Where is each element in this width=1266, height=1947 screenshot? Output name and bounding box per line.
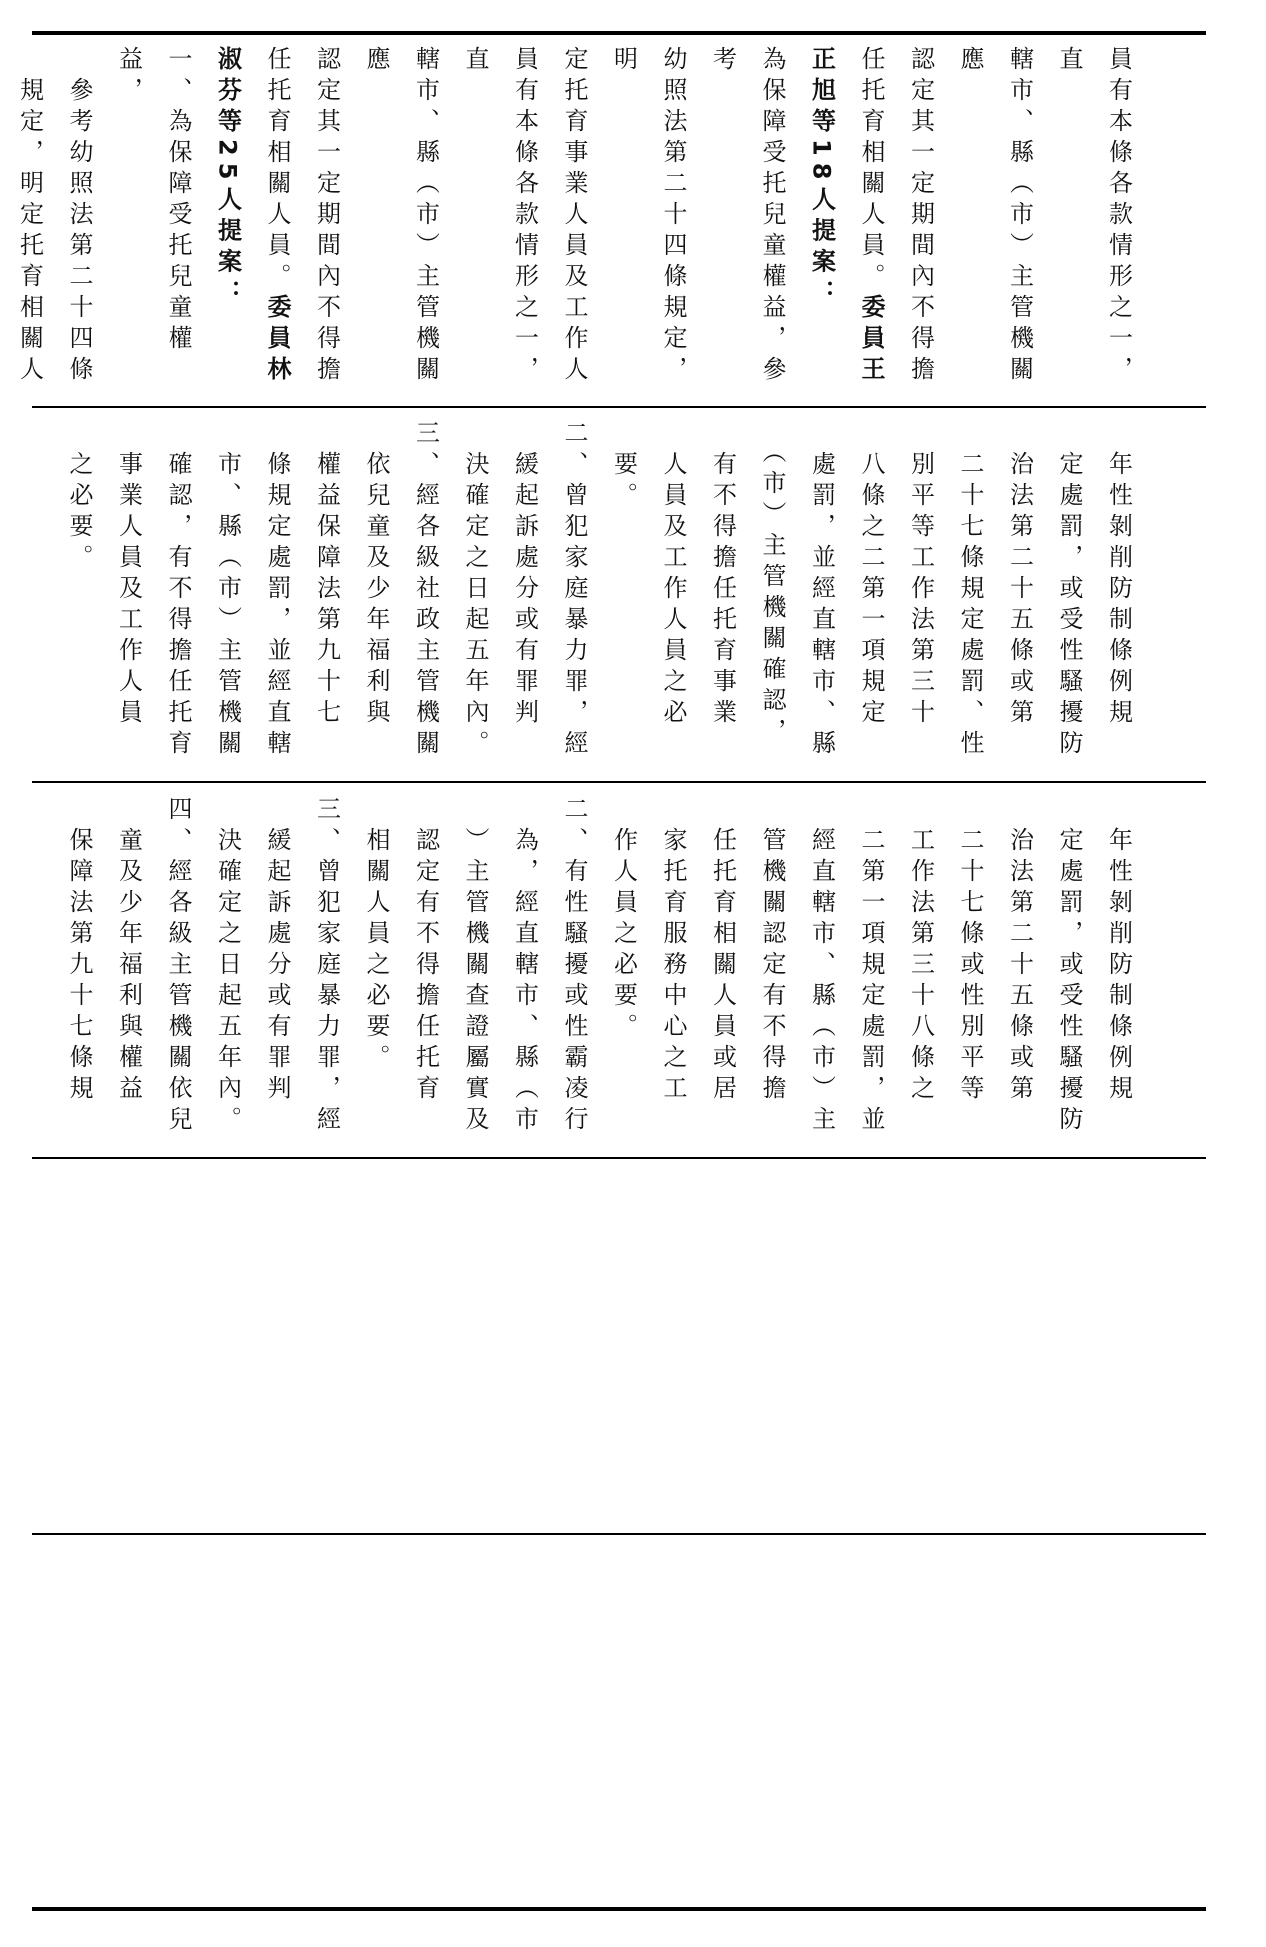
proposal-heading: 委員林淑芬等25人提案： <box>213 46 291 387</box>
table-bottom-rule <box>32 1907 1206 1911</box>
row-divider <box>32 781 1206 783</box>
cell-block: 為保障受托兒童權益，參考 幼照法第二十四條規定，明 定托育事業人員及工作人 員有本條各款情形之一，直 轄市、縣（市）主管機關應 認定其一定期間內不得擔 任托育相關人員。 <box>263 46 786 387</box>
row-divider <box>32 1157 1206 1159</box>
row-divider <box>32 1533 1206 1535</box>
table-cell-row-3 <box>54 796 1193 1148</box>
proposal-heading: 委員王正旭等18人提案： <box>807 46 885 387</box>
cell-block: 年性剝削防制條例規 定處罰，或受性騷擾防 治法第二十五條或第 二十七條或性別平等 工作法第三十八條之 二第一項規定處罰，並 經直轄市、縣（市）主 管機關認定有不得擔 任托育相關人員或居 家托育服務中心之工 作人員之必要。 二、有性騷擾或性霸凌行 為，經直轄市、縣（市 ）主管機關查證屬實及 認定有不得擔任托育 相關人員之必要。 三、曾犯家庭暴力罪，經 緩起訴處分或有罪判 決確定之日起五年內。 四、經各級主管機關依兒 童及少年福利與權益 保障法第九十七條規 <box>65 796 1133 1137</box>
cell-block: 一、為保障受托兒童權益， 參考幼照法第二十四條 規定，明定托育相關人 <box>15 46 192 387</box>
cell-block: 年性剝削防制條例規 定處罰，或受性騷擾防 治法第二十五條或第 二十七條規定處罰、性 別平等工作法第三十 八條之二第一項規定 處罰，並經直轄市、縣 （市）主管機關確認， 有不得擔任托育事業 人員及工作人員之必 要。 二、曾犯家庭暴力罪，經 緩起訴處分或有罪判 決確定之日起五年內。 三、經各級社政主管機關 依兒童及少年福利與 權益保障法第九十七 條規定處罰，並經直轄 市、縣（市）主管機關 確認，有不得擔任托育 事業人員及工作人員 之必要。 <box>65 420 1133 761</box>
table-top-rule <box>32 31 1206 35</box>
cell-block: 員有本條各款情形之一，直 轄市、縣（市）主管機關應 認定其一定期間內不得擔 任托育相關人員。 <box>857 46 1133 387</box>
table-cell-row-2 <box>54 420 1193 772</box>
table-cell-row-1 <box>0 46 1192 398</box>
row-divider <box>32 406 1206 408</box>
